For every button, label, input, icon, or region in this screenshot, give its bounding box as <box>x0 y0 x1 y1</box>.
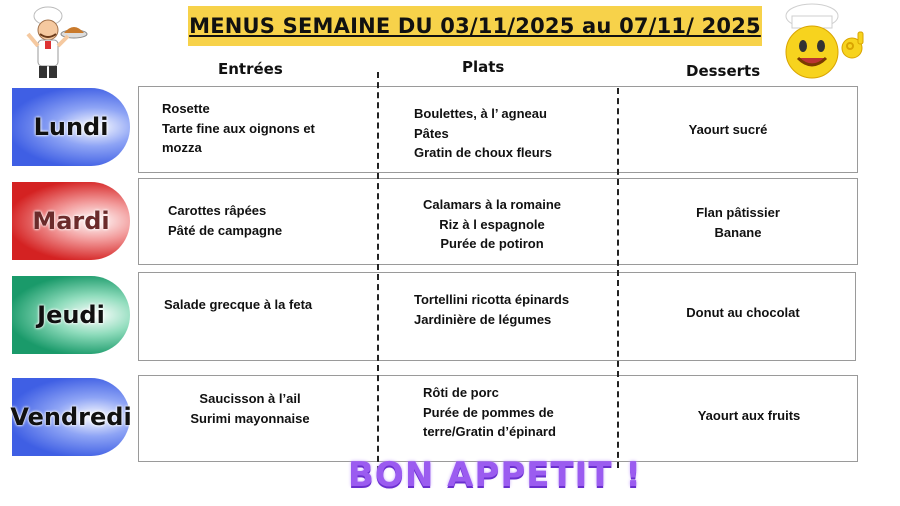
menu-item: Rôti de porc <box>423 385 499 400</box>
desserts-lundi <box>660 120 796 140</box>
desserts-jeudi <box>668 303 818 323</box>
menu-item: Tarte fine aux oignons et <box>162 120 315 136</box>
chef-smiley-illustration <box>772 2 876 84</box>
menu-item: Salade grecque à la feta <box>164 297 313 312</box>
chef-illustration <box>18 4 90 82</box>
menu-item: Saucisson à l’ail <box>199 391 301 406</box>
menu-item: mozza <box>162 140 202 155</box>
column-divider <box>617 88 619 468</box>
menu-item: Pâté de campagne <box>168 222 283 238</box>
desserts-mardi <box>668 203 808 242</box>
menu-item: Banane <box>714 224 762 240</box>
menu-item: Tortellini ricotta épinards <box>414 292 570 307</box>
column-header-plats: Plats <box>462 58 505 76</box>
menu-item: Calamars à la romaine <box>422 197 562 212</box>
menu-item: terre/Gratin d’épinard <box>423 424 556 439</box>
day-label: Mardi <box>32 207 110 235</box>
menu-item: Yaourt aux fruits <box>697 408 801 423</box>
menu-item: Donut au chocolat <box>686 305 800 320</box>
plats-jeudi <box>414 290 569 329</box>
menu-item: Gratin de choux fleurs <box>414 145 552 160</box>
title-banner <box>188 6 762 46</box>
day-tab-jeudi <box>12 276 130 354</box>
day-label: Jeudi <box>37 301 105 329</box>
menu-item: Purée de pommes de <box>423 404 554 420</box>
column-header-entrees: Entrées <box>218 60 283 78</box>
desserts-vendredi <box>676 406 822 426</box>
menu-item: Riz à l espagnole <box>439 216 545 232</box>
menu-item: Boulettes, à l’ agneau <box>414 106 547 121</box>
column-divider <box>377 72 379 472</box>
menu-item: Jardinière de légumes <box>414 311 552 327</box>
plats-vendredi <box>423 383 556 442</box>
plats-lundi <box>414 104 552 163</box>
day-tab-lundi <box>12 88 130 166</box>
menu-item: Surimi mayonnaise <box>190 410 310 426</box>
menu-item: Rosette <box>162 101 210 116</box>
day-tab-mardi <box>12 182 130 260</box>
menu-item: Pâtes <box>414 125 449 141</box>
entrees-vendredi <box>180 389 320 428</box>
menu-item: Yaourt sucré <box>688 122 768 137</box>
bon-appetit-text: BON APPETIT ! <box>348 455 642 495</box>
menu-item: Purée de potiron <box>440 236 544 251</box>
column-header-desserts: Desserts <box>686 62 761 80</box>
menu-item: Flan pâtissier <box>696 205 780 220</box>
menu-item: Carottes râpées <box>168 203 267 218</box>
day-tab-vendredi <box>12 378 130 456</box>
entrees-jeudi <box>164 295 312 315</box>
plats-mardi <box>410 195 574 254</box>
day-label: Lundi <box>33 113 109 141</box>
page-title: MENUS SEMAINE DU 03/11/2025 au 07/11/ 2025 <box>189 14 761 38</box>
day-label: Vendredi <box>10 403 132 431</box>
entrees-lundi <box>162 99 315 158</box>
entrees-mardi <box>168 201 282 240</box>
